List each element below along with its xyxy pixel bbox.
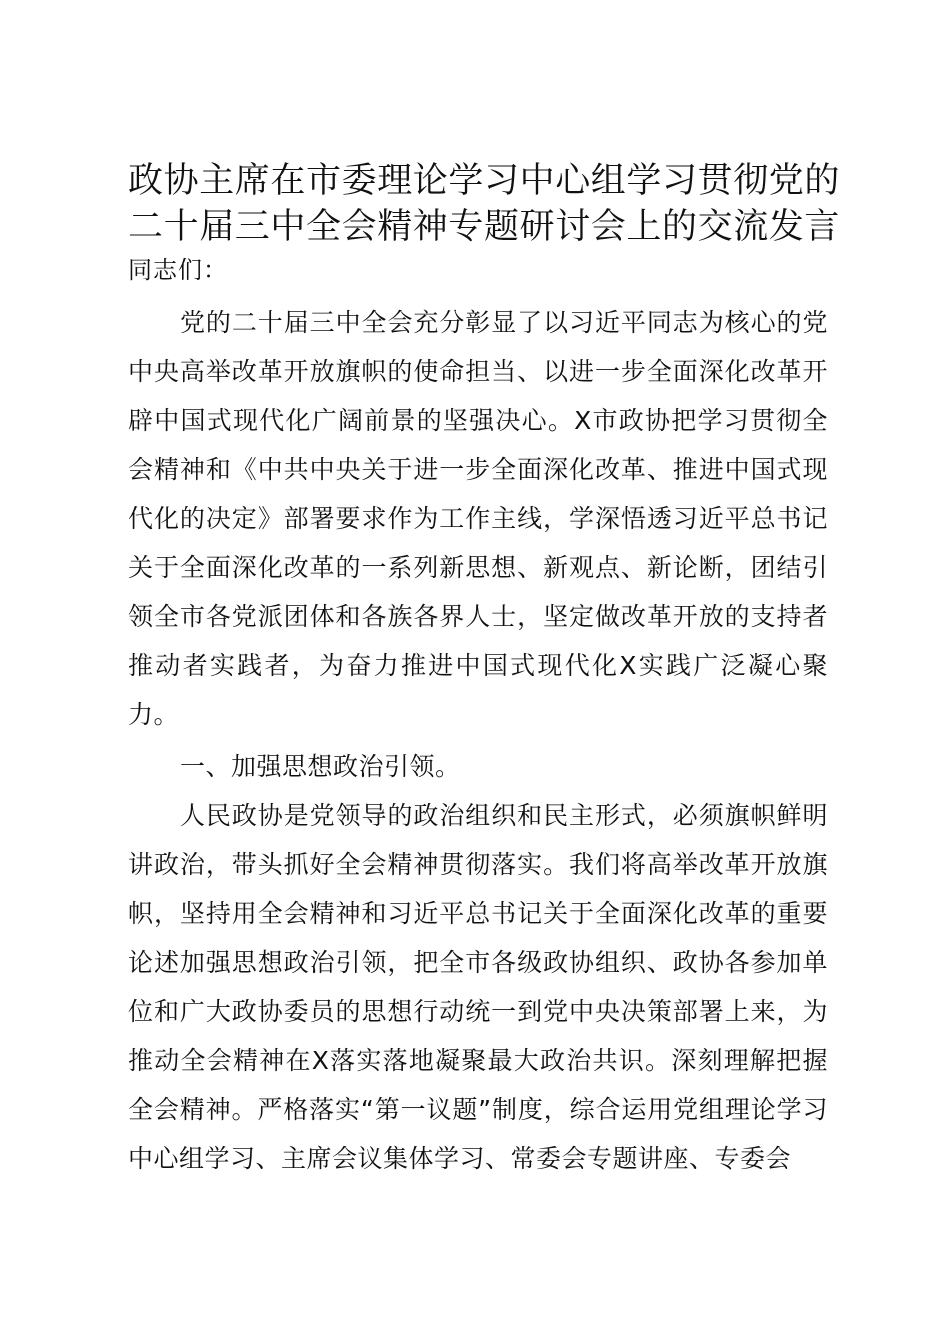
title-line-2: 二十届三中全会精神专题研讨会上的交流发言 <box>128 207 841 247</box>
document-page <box>128 158 841 1183</box>
paragraph-intro: 党的二十届三中全会充分彰显了以习近平同志为核心的党中央高举改革开放旗帜的使命担当、以进一步全面深化改革开辟中国式现代化广阔前景的坚强决心。X市政协把学习贯彻全会精神和《中共中央关于进一步全面深化改革、推进中国式现代化的决定》部署要求作为工作主线，学深悟透习近平总书记关于全面深化改革的一系列新思想、新观点、新论断，团结引领全市各党派团体和各族各界人士，坚定做改革开放的支持者推动者实践者，为奋力推进中国式现代化X实践广泛凝心聚力。 <box>128 308 828 729</box>
section-heading-1: 一、加强思想政治引领。 <box>180 752 461 781</box>
title-line-1: 政协主席在市委理论学习中心组学习贯彻党的 <box>128 161 841 201</box>
paragraph-section-1: 人民政协是党领导的政治组织和民主形式，必须旗帜鲜明讲政治，带头抓好全会精神贯彻落实。我们将高举改革开放旗帜，坚持用全会精神和习近平总书记关于全面深化改革的重要论述加强思想政治引领，把全市各级政协组织、政协各参加单位和广大政协委员的思想行动统一到党中央决策部署上来，为推动全会精神在X落实落地凝聚最大政治共识。深刻理解把握全会精神。严格落实“第一议题”制度，综合运用党组理论学习中心组学习、主席会议集体学习、常委会专题讲座、专委会 <box>128 801 828 1173</box>
document-title <box>128 158 841 250</box>
salutation: 同志们： <box>128 256 228 284</box>
